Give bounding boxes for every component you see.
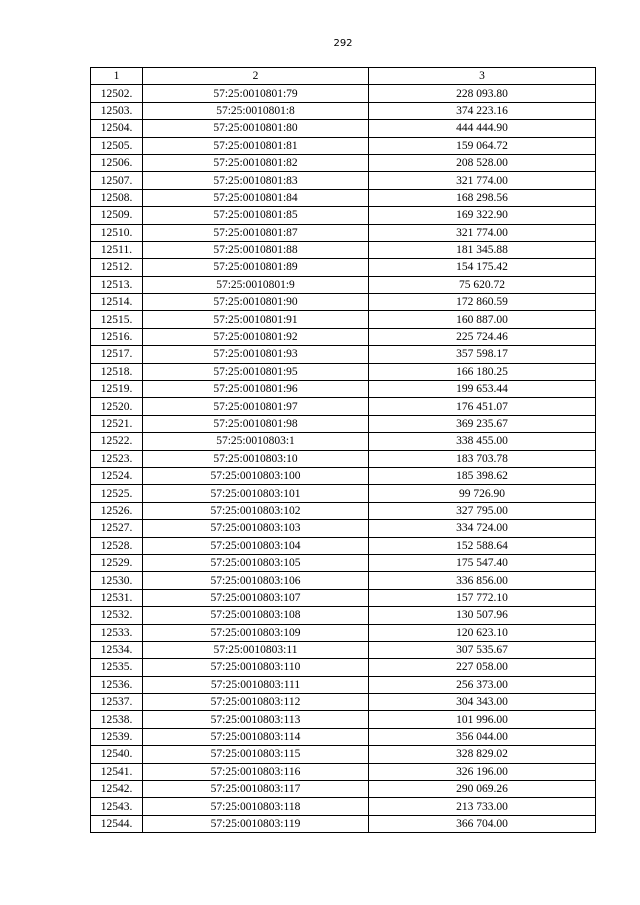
value-cell: 185 398.62 xyxy=(369,467,596,484)
cadastral-id-cell: 57:25:0010803:119 xyxy=(143,815,369,832)
cadastral-id-cell: 57:25:0010801:91 xyxy=(143,311,369,328)
table-row xyxy=(91,85,596,102)
table-row xyxy=(91,641,596,658)
table-row xyxy=(91,467,596,484)
row-number-cell: 12530. xyxy=(91,572,143,589)
table-row xyxy=(91,311,596,328)
row-number-cell: 12516. xyxy=(91,328,143,345)
cadastral-id-cell: 57:25:0010803:104 xyxy=(143,537,369,554)
row-number-cell: 12519. xyxy=(91,381,143,398)
table-row xyxy=(91,781,596,798)
cadastral-id-cell: 57:25:0010801:79 xyxy=(143,85,369,102)
cadastral-id-cell: 57:25:0010801:80 xyxy=(143,120,369,137)
row-number-cell: 12504. xyxy=(91,120,143,137)
row-number-cell: 12507. xyxy=(91,172,143,189)
table-row xyxy=(91,224,596,241)
cadastral-id-cell: 57:25:0010803:106 xyxy=(143,572,369,589)
cadastral-id-cell: 57:25:0010801:83 xyxy=(143,172,369,189)
row-number-cell: 12508. xyxy=(91,189,143,206)
table-row xyxy=(91,381,596,398)
cadastral-id-cell: 57:25:0010803:107 xyxy=(143,589,369,606)
table-row xyxy=(91,346,596,363)
value-cell: 326 196.00 xyxy=(369,763,596,780)
cadastral-id-cell: 57:25:0010801:9 xyxy=(143,276,369,293)
row-number-cell: 12503. xyxy=(91,102,143,119)
value-cell: 208 528.00 xyxy=(369,154,596,171)
row-number-cell: 12511. xyxy=(91,241,143,258)
value-cell: 160 887.00 xyxy=(369,311,596,328)
cadastral-id-cell: 57:25:0010801:98 xyxy=(143,415,369,432)
value-cell: 366 704.00 xyxy=(369,815,596,832)
row-number-cell: 12510. xyxy=(91,224,143,241)
value-cell: 374 223.16 xyxy=(369,102,596,119)
cadastral-id-cell: 57:25:0010803:10 xyxy=(143,450,369,467)
row-number-cell: 12509. xyxy=(91,207,143,224)
value-cell: 357 598.17 xyxy=(369,346,596,363)
value-cell: 99 726.90 xyxy=(369,485,596,502)
table-row xyxy=(91,294,596,311)
cadastral-id-cell: 57:25:0010801:87 xyxy=(143,224,369,241)
value-cell: 152 588.64 xyxy=(369,537,596,554)
value-cell: 166 180.25 xyxy=(369,363,596,380)
cadastral-id-cell: 57:25:0010801:90 xyxy=(143,294,369,311)
table-row xyxy=(91,537,596,554)
row-number-cell: 12522. xyxy=(91,433,143,450)
row-number-cell: 12520. xyxy=(91,398,143,415)
row-number-cell: 12527. xyxy=(91,520,143,537)
cadastral-id-cell: 57:25:0010801:81 xyxy=(143,137,369,154)
row-number-cell: 12515. xyxy=(91,311,143,328)
value-cell: 175 547.40 xyxy=(369,554,596,571)
cadastral-id-cell: 57:25:0010803:102 xyxy=(143,502,369,519)
value-cell: 228 093.80 xyxy=(369,85,596,102)
row-number-cell: 12514. xyxy=(91,294,143,311)
table-row xyxy=(91,746,596,763)
cadastral-id-cell: 57:25:0010803:108 xyxy=(143,607,369,624)
value-cell: 369 235.67 xyxy=(369,415,596,432)
value-cell: 256 373.00 xyxy=(369,676,596,693)
value-cell: 181 345.88 xyxy=(369,241,596,258)
value-cell: 101 996.00 xyxy=(369,711,596,728)
value-cell: 168 298.56 xyxy=(369,189,596,206)
cadastral-id-cell: 57:25:0010801:84 xyxy=(143,189,369,206)
row-number-cell: 12538. xyxy=(91,711,143,728)
value-cell: 356 044.00 xyxy=(369,728,596,745)
value-cell: 334 724.00 xyxy=(369,520,596,537)
row-number-cell: 12512. xyxy=(91,259,143,276)
row-number-cell: 12532. xyxy=(91,607,143,624)
row-number-cell: 12542. xyxy=(91,781,143,798)
table-row xyxy=(91,798,596,815)
cadastral-id-cell: 57:25:0010801:89 xyxy=(143,259,369,276)
row-number-cell: 12543. xyxy=(91,798,143,815)
table-row xyxy=(91,485,596,502)
table-row xyxy=(91,259,596,276)
table-row xyxy=(91,815,596,832)
value-cell: 321 774.00 xyxy=(369,224,596,241)
cadastral-id-cell: 57:25:0010803:117 xyxy=(143,781,369,798)
value-cell: 130 507.96 xyxy=(369,607,596,624)
header-row xyxy=(91,68,596,85)
row-number-cell: 12536. xyxy=(91,676,143,693)
cadastral-id-cell: 57:25:0010801:93 xyxy=(143,346,369,363)
cadastral-id-cell: 57:25:0010803:103 xyxy=(143,520,369,537)
table-row xyxy=(91,276,596,293)
column-header-cadastral-id: 2 xyxy=(143,68,369,85)
cadastral-id-cell: 57:25:0010803:112 xyxy=(143,694,369,711)
value-cell: 444 444.90 xyxy=(369,120,596,137)
row-number-cell: 12535. xyxy=(91,659,143,676)
row-number-cell: 12531. xyxy=(91,589,143,606)
table-row xyxy=(91,172,596,189)
table-row xyxy=(91,450,596,467)
cadastral-id-cell: 57:25:0010803:111 xyxy=(143,676,369,693)
row-number-cell: 12506. xyxy=(91,154,143,171)
cadastral-id-cell: 57:25:0010801:97 xyxy=(143,398,369,415)
row-number-cell: 12521. xyxy=(91,415,143,432)
table-row xyxy=(91,415,596,432)
row-number-cell: 12539. xyxy=(91,728,143,745)
row-number-cell: 12505. xyxy=(91,137,143,154)
cadastral-id-cell: 57:25:0010803:105 xyxy=(143,554,369,571)
table-row xyxy=(91,120,596,137)
table-row xyxy=(91,572,596,589)
value-cell: 199 653.44 xyxy=(369,381,596,398)
value-cell: 336 856.00 xyxy=(369,572,596,589)
row-number-cell: 12524. xyxy=(91,467,143,484)
row-number-cell: 12529. xyxy=(91,554,143,571)
row-number-cell: 12517. xyxy=(91,346,143,363)
value-cell: 290 069.26 xyxy=(369,781,596,798)
row-number-cell: 12528. xyxy=(91,537,143,554)
cadastral-id-cell: 57:25:0010801:95 xyxy=(143,363,369,380)
table-row xyxy=(91,502,596,519)
value-cell: 120 623.10 xyxy=(369,624,596,641)
row-number-cell: 12518. xyxy=(91,363,143,380)
cadastral-id-cell: 57:25:0010801:96 xyxy=(143,381,369,398)
value-cell: 157 772.10 xyxy=(369,589,596,606)
value-cell: 307 535.67 xyxy=(369,641,596,658)
cadastral-id-cell: 57:25:0010803:100 xyxy=(143,467,369,484)
table-row xyxy=(91,328,596,345)
table-row xyxy=(91,624,596,641)
cadastral-id-cell: 57:25:0010803:11 xyxy=(143,641,369,658)
table-row xyxy=(91,433,596,450)
cadastral-id-cell: 57:25:0010803:110 xyxy=(143,659,369,676)
table-row xyxy=(91,554,596,571)
table-body xyxy=(91,85,596,833)
table-row xyxy=(91,207,596,224)
value-cell: 321 774.00 xyxy=(369,172,596,189)
cadastral-id-cell: 57:25:0010803:118 xyxy=(143,798,369,815)
row-number-cell: 12533. xyxy=(91,624,143,641)
cadastral-id-cell: 57:25:0010801:92 xyxy=(143,328,369,345)
row-number-cell: 12525. xyxy=(91,485,143,502)
row-number-cell: 12502. xyxy=(91,85,143,102)
row-number-cell: 12513. xyxy=(91,276,143,293)
row-number-cell: 12534. xyxy=(91,641,143,658)
value-cell: 176 451.07 xyxy=(369,398,596,415)
value-cell: 75 620.72 xyxy=(369,276,596,293)
table-row xyxy=(91,763,596,780)
table-row xyxy=(91,676,596,693)
value-cell: 183 703.78 xyxy=(369,450,596,467)
cadastral-id-cell: 57:25:0010801:85 xyxy=(143,207,369,224)
table-row xyxy=(91,154,596,171)
table-row xyxy=(91,659,596,676)
cadastral-id-cell: 57:25:0010803:114 xyxy=(143,728,369,745)
table-row xyxy=(91,520,596,537)
table-row xyxy=(91,711,596,728)
cadastral-id-cell: 57:25:0010801:88 xyxy=(143,241,369,258)
cadastral-id-cell: 57:25:0010803:1 xyxy=(143,433,369,450)
table-row xyxy=(91,398,596,415)
table-row xyxy=(91,363,596,380)
value-cell: 159 064.72 xyxy=(369,137,596,154)
cadastral-id-cell: 57:25:0010801:82 xyxy=(143,154,369,171)
page-number: 292 xyxy=(333,38,353,49)
row-number-cell: 12523. xyxy=(91,450,143,467)
row-number-cell: 12541. xyxy=(91,763,143,780)
value-cell: 169 322.90 xyxy=(369,207,596,224)
value-cell: 328 829.02 xyxy=(369,746,596,763)
value-cell: 227 058.00 xyxy=(369,659,596,676)
table-row xyxy=(91,189,596,206)
table-row xyxy=(91,589,596,606)
row-number-cell: 12544. xyxy=(91,815,143,832)
table-row xyxy=(91,694,596,711)
value-cell: 338 455.00 xyxy=(369,433,596,450)
cadastral-id-cell: 57:25:0010803:116 xyxy=(143,763,369,780)
cadastral-id-cell: 57:25:0010803:113 xyxy=(143,711,369,728)
column-header-value: 3 xyxy=(369,68,596,85)
value-cell: 225 724.46 xyxy=(369,328,596,345)
cadastral-id-cell: 57:25:0010803:115 xyxy=(143,746,369,763)
cadastral-value-table xyxy=(90,67,596,833)
row-number-cell: 12540. xyxy=(91,746,143,763)
cadastral-id-cell: 57:25:0010803:101 xyxy=(143,485,369,502)
value-cell: 172 860.59 xyxy=(369,294,596,311)
table-row xyxy=(91,241,596,258)
table-row xyxy=(91,728,596,745)
row-number-cell: 12526. xyxy=(91,502,143,519)
row-number-cell: 12537. xyxy=(91,694,143,711)
cadastral-id-cell: 57:25:0010801:8 xyxy=(143,102,369,119)
table-row xyxy=(91,102,596,119)
column-header-number: 1 xyxy=(91,68,143,85)
value-cell: 154 175.42 xyxy=(369,259,596,276)
value-cell: 327 795.00 xyxy=(369,502,596,519)
cadastral-id-cell: 57:25:0010803:109 xyxy=(143,624,369,641)
table-row xyxy=(91,607,596,624)
value-cell: 304 343.00 xyxy=(369,694,596,711)
table-row xyxy=(91,137,596,154)
value-cell: 213 733.00 xyxy=(369,798,596,815)
